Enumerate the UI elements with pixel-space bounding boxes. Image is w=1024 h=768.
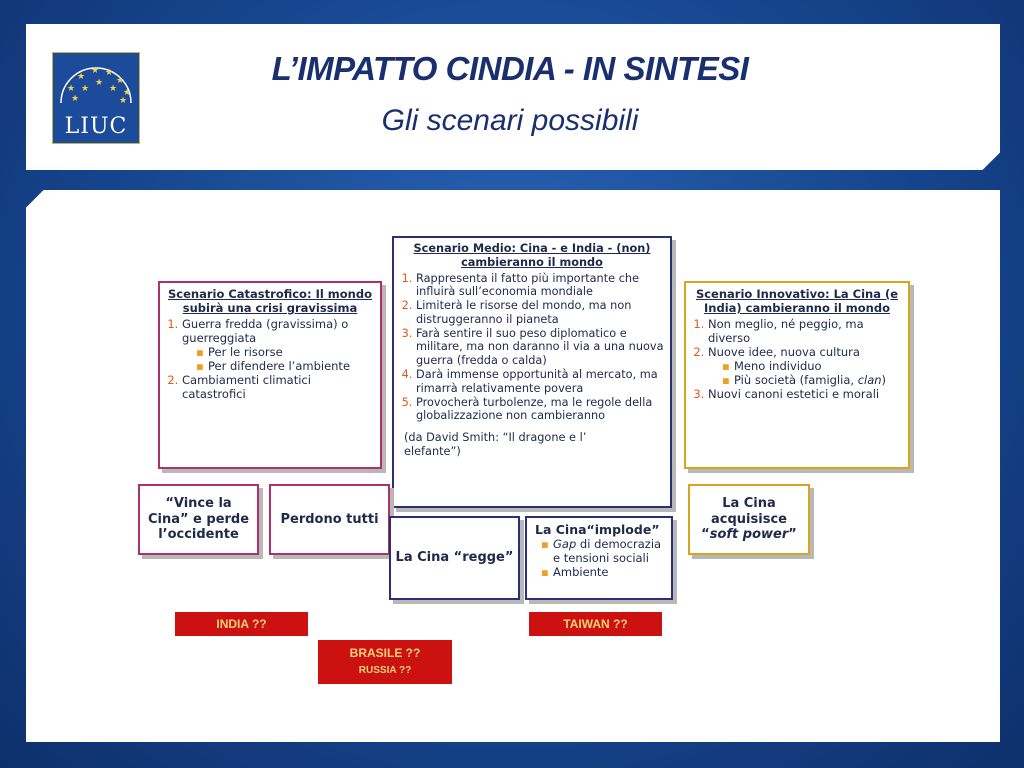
outcome-implode-title: La Cina“implode” xyxy=(535,522,660,537)
logo-text: LIUC xyxy=(64,114,128,139)
tag-india: INDIA ?? xyxy=(175,612,308,636)
list-item: ▪ Per difendere l’ambiente xyxy=(208,359,374,373)
list-item: 3. Farà sentire il suo peso diplomatico e militare, ma non daranno il via a una nuova guerra (fredda o calda) xyxy=(416,327,664,368)
list-item: 4. Darà immense opportunità al mercato, ma rimarrà relativamente povera xyxy=(416,368,664,396)
liuc-logo xyxy=(52,52,140,144)
svg-text:★: ★ xyxy=(109,84,118,94)
scenario-medio-box xyxy=(392,236,672,508)
list-item: ▪ Per le risorse xyxy=(208,345,374,359)
page-title: L’IMPATTO CINDIA - IN SINTESI xyxy=(271,50,749,87)
scenario-catastrofico-box xyxy=(158,281,382,469)
source-note: (da David Smith: “Il dragone e l’ elefante”) xyxy=(404,431,587,458)
svg-text:★: ★ xyxy=(77,72,86,82)
outcome-perdono-box xyxy=(269,484,390,555)
scenario-catastrofico-heading: Scenario Catastrofico: Il mondo subirà una crisi gravissima xyxy=(167,287,372,316)
outcome-vince-label: “Vince la Cina” e perde l’occidente xyxy=(147,495,250,543)
list-item: 3. Nuovi canoni estetici e morali xyxy=(708,387,902,401)
scenario-innovativo-box xyxy=(684,281,910,469)
outcome-vince-box xyxy=(138,484,259,555)
svg-text:★: ★ xyxy=(91,66,100,76)
list-item: ▪ Ambiente xyxy=(553,565,663,579)
svg-text:★: ★ xyxy=(81,84,90,94)
tag-russia: RUSSIA ?? xyxy=(358,665,412,676)
list-item: 5. Provocherà turbolenze, ma le regole della globalizzazione non cambieranno xyxy=(416,396,664,424)
tag-brasile: BRASILE ?? xyxy=(349,646,421,660)
list-item: 1. Non meglio, né peggio, ma diverso xyxy=(708,317,902,345)
svg-text:★: ★ xyxy=(95,78,104,88)
outcome-implode-box xyxy=(525,516,673,600)
title-panel xyxy=(26,24,1000,170)
svg-text:★: ★ xyxy=(116,76,125,86)
svg-text:★: ★ xyxy=(67,84,76,94)
list-item: ▪ Gap di democrazia e tensioni sociali xyxy=(553,537,663,565)
list-item: 2. Cambiamenti climatici catastrofici xyxy=(182,373,374,401)
outcome-acquisisce-label: La Cina acquisisce “soft power” xyxy=(701,495,797,543)
tag-brasile-russia xyxy=(318,640,452,684)
tag-taiwan: TAIWAN ?? xyxy=(529,612,662,636)
list-item: 1. Rappresenta il fatto più importante che influirà sull’economia mondiale xyxy=(416,272,664,300)
list-item: 2. Limiterà le risorse del mondo, ma non distruggeranno il pianeta xyxy=(416,299,664,327)
outcome-perdono-label: Perdono tutti xyxy=(280,511,379,527)
list-item: ▪ Meno individuo xyxy=(734,359,902,373)
svg-text:★: ★ xyxy=(123,88,132,98)
scenario-innovativo-heading: Scenario Innovativo: La Cina (e India) cambieranno il mondo xyxy=(695,287,899,316)
page-subtitle: Gli scenari possibili xyxy=(381,104,639,137)
svg-text:★: ★ xyxy=(71,94,80,104)
scenario-medio-heading: Scenario Medio: Cina - e India - (non) cambieranno il mondo xyxy=(413,242,651,269)
svg-text:★: ★ xyxy=(105,68,114,78)
outcome-acquisisce-box xyxy=(688,484,810,555)
list-item: 2. Nuove idee, nuova cultura ▪ Meno individuo ▪ Più società (famiglia, clan) xyxy=(708,345,902,387)
svg-text:★: ★ xyxy=(119,96,128,106)
outcome-regge-label: La Cina “regge” xyxy=(395,550,514,566)
list-item: 1. Guerra fredda (gravissima) o guerreggiata ▪ Per le risorse ▪ Per difendere l’ambiente xyxy=(182,317,374,373)
list-item: ▪ Più società (famiglia, clan) xyxy=(734,373,902,387)
outcome-regge-box xyxy=(389,516,520,600)
